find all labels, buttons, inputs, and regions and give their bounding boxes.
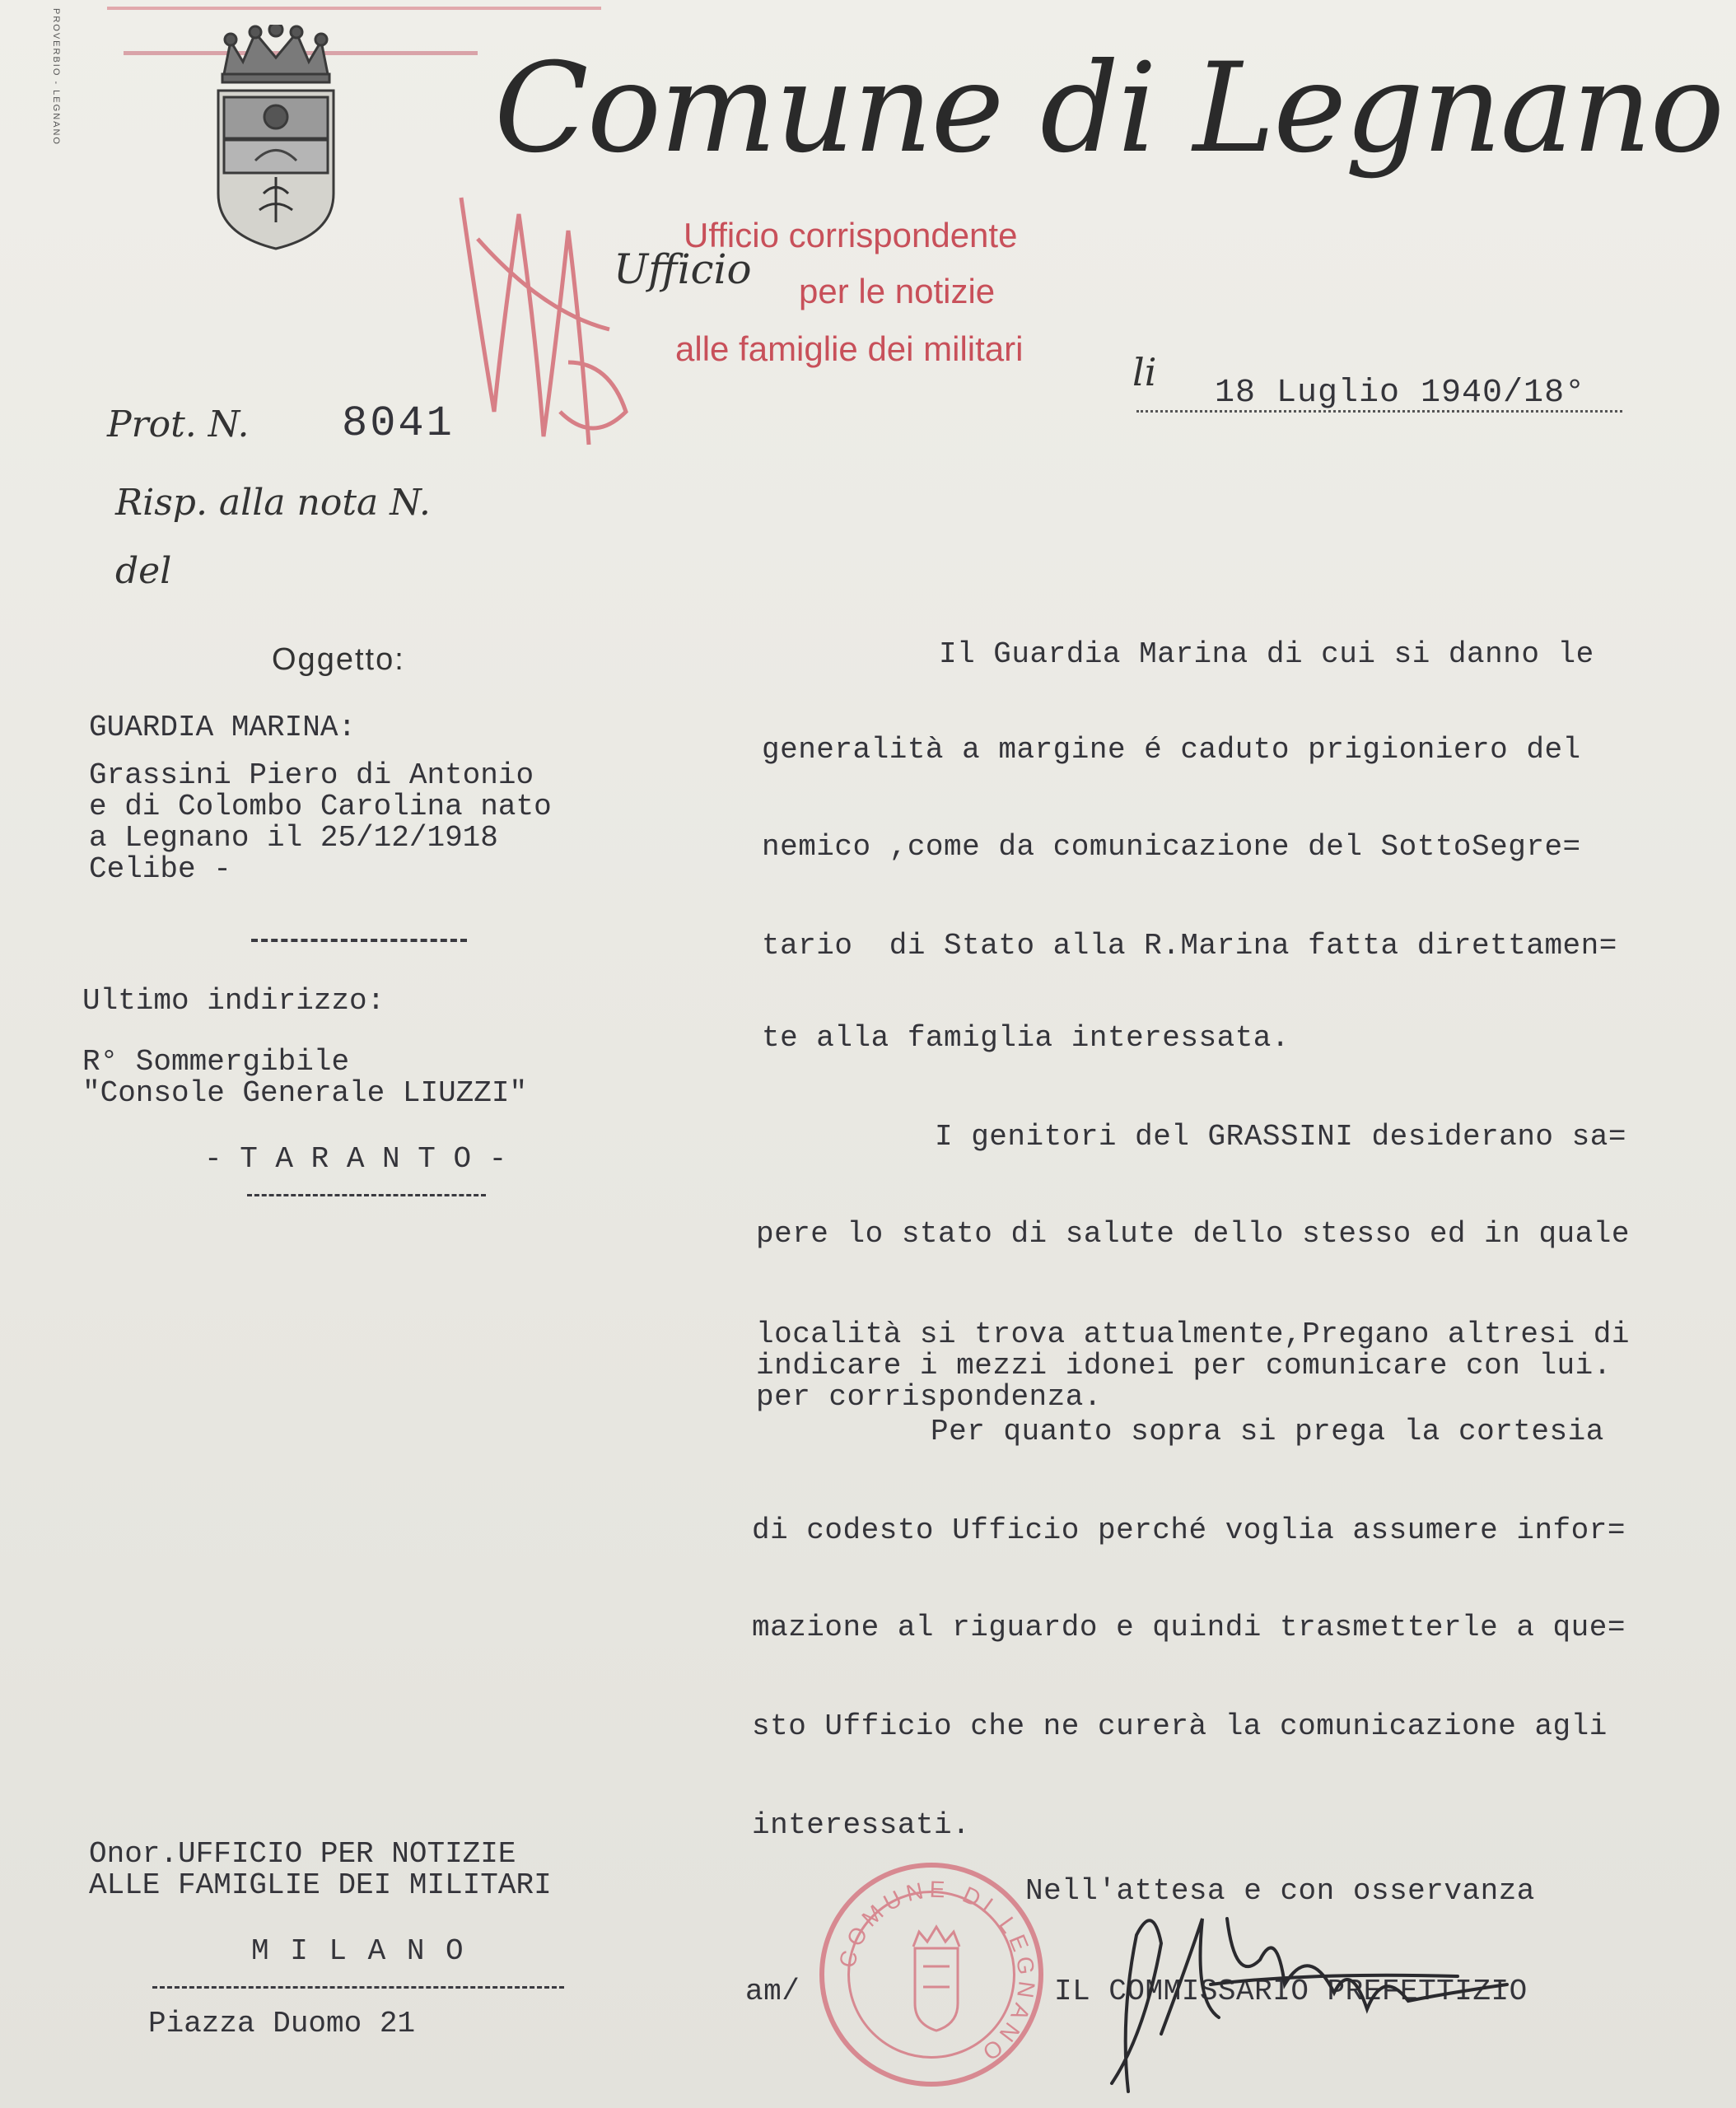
recipient-street: Piazza Duomo 21	[148, 2007, 416, 2040]
seal-emblem	[824, 1868, 1048, 2092]
recipient-line: ALLE FAMIGLIE DEI MILITARI	[89, 1868, 552, 1902]
body-line: pere lo stato di salute dello stesso ed in quale	[756, 1217, 1630, 1251]
stamp-line-2: per le notizie	[799, 272, 996, 310]
body-line: te alla famiglia interessata.	[762, 1021, 1290, 1055]
stamp-line-1: Ufficio corrispondente	[684, 216, 1018, 254]
subject-person-line: a Legnano il 25/12/1918	[89, 821, 498, 855]
margin-imprint: PROVERBIO - LEGNANO	[51, 8, 61, 146]
subject-heading: Oggetto:	[272, 642, 405, 677]
city-underline	[247, 1194, 486, 1196]
body-line: indicare i mezzi idonei per comunicare con lui.	[756, 1349, 1612, 1383]
municipality-title: Comune di Legnano	[494, 37, 1724, 180]
body-line: nemico ,come da comunicazione del SottoSegre=	[762, 830, 1581, 864]
separator-dashes	[251, 939, 467, 942]
body-line: Per quanto sopra si prega la cortesia	[931, 1415, 1604, 1448]
recipient-city: M I L A N O	[251, 1934, 465, 1968]
recipient-line: Onor.UFFICIO PER NOTIZIE	[89, 1837, 516, 1871]
body-line: località si trova attualmente,Pregano altresi di	[756, 1318, 1630, 1351]
subject-rank: GUARDIA MARINA:	[89, 711, 357, 744]
svg-text:COMUNE DI LEGNANO: COMUNE DI LEGNANO	[833, 1876, 1040, 2068]
del-label: del	[115, 550, 172, 592]
date-underline	[1136, 410, 1622, 413]
body-line: sto Ufficio che ne curerà la comunicazione agli	[752, 1709, 1608, 1743]
letter-date: 18 Luglio 1940/18°	[1215, 375, 1586, 412]
reply-note-label: Risp. alla nota N.	[115, 482, 431, 524]
subject-person-line: Celibe -	[89, 852, 231, 886]
address-line: "Console Generale LIUZZI"	[82, 1076, 528, 1110]
address-line: R° Sommergibile	[82, 1045, 350, 1079]
date-prefix: li	[1132, 350, 1157, 394]
printed-ufficio-label: Ufficio	[614, 245, 752, 293]
handwritten-signature	[1062, 1869, 1548, 2108]
body-line: per corrispondenza.	[756, 1380, 1102, 1414]
recipient-city-underline	[152, 1986, 564, 1989]
subject-person-line: e di Colombo Carolina nato	[89, 790, 552, 823]
body-line: I genitori del GRASSINI desiderano sa=	[935, 1120, 1626, 1154]
body-line: Il Guardia Marina di cui si danno le	[939, 637, 1594, 671]
crowned-shield-icon	[206, 25, 346, 251]
red-handwritten-mark	[445, 165, 659, 461]
address-city: - T A R A N T O -	[204, 1142, 507, 1176]
subject-person-line: Grassini Piero di Antonio	[89, 758, 534, 792]
stamp-line-3: alle famiglie dei militari	[675, 329, 1024, 368]
protocol-label: Prot. N.	[107, 403, 250, 445]
protocol-number: 8041	[342, 399, 455, 448]
body-line: generalità a margine é caduto prigioniero del	[762, 733, 1581, 767]
body-line: tario di Stato alla R.Marina fatta direttamen=	[762, 929, 1617, 963]
typist-initials: am/	[745, 1975, 800, 2008]
closing-line: Nell'attesa e con osservanza	[1025, 1874, 1535, 1908]
municipal-seal	[819, 1863, 1043, 2087]
body-line: interessati.	[752, 1808, 971, 1842]
address-heading: Ultimo indirizzo:	[82, 984, 385, 1018]
body-line: mazione al riguardo e quindi trasmetterle a que=	[752, 1611, 1626, 1644]
signatory-title: IL COMMISSARIO PREFETTIZIO	[1054, 1975, 1528, 2008]
partial-red-stamp-top	[107, 0, 601, 10]
body-line: di codesto Ufficio perché voglia assumere infor=	[752, 1513, 1626, 1547]
